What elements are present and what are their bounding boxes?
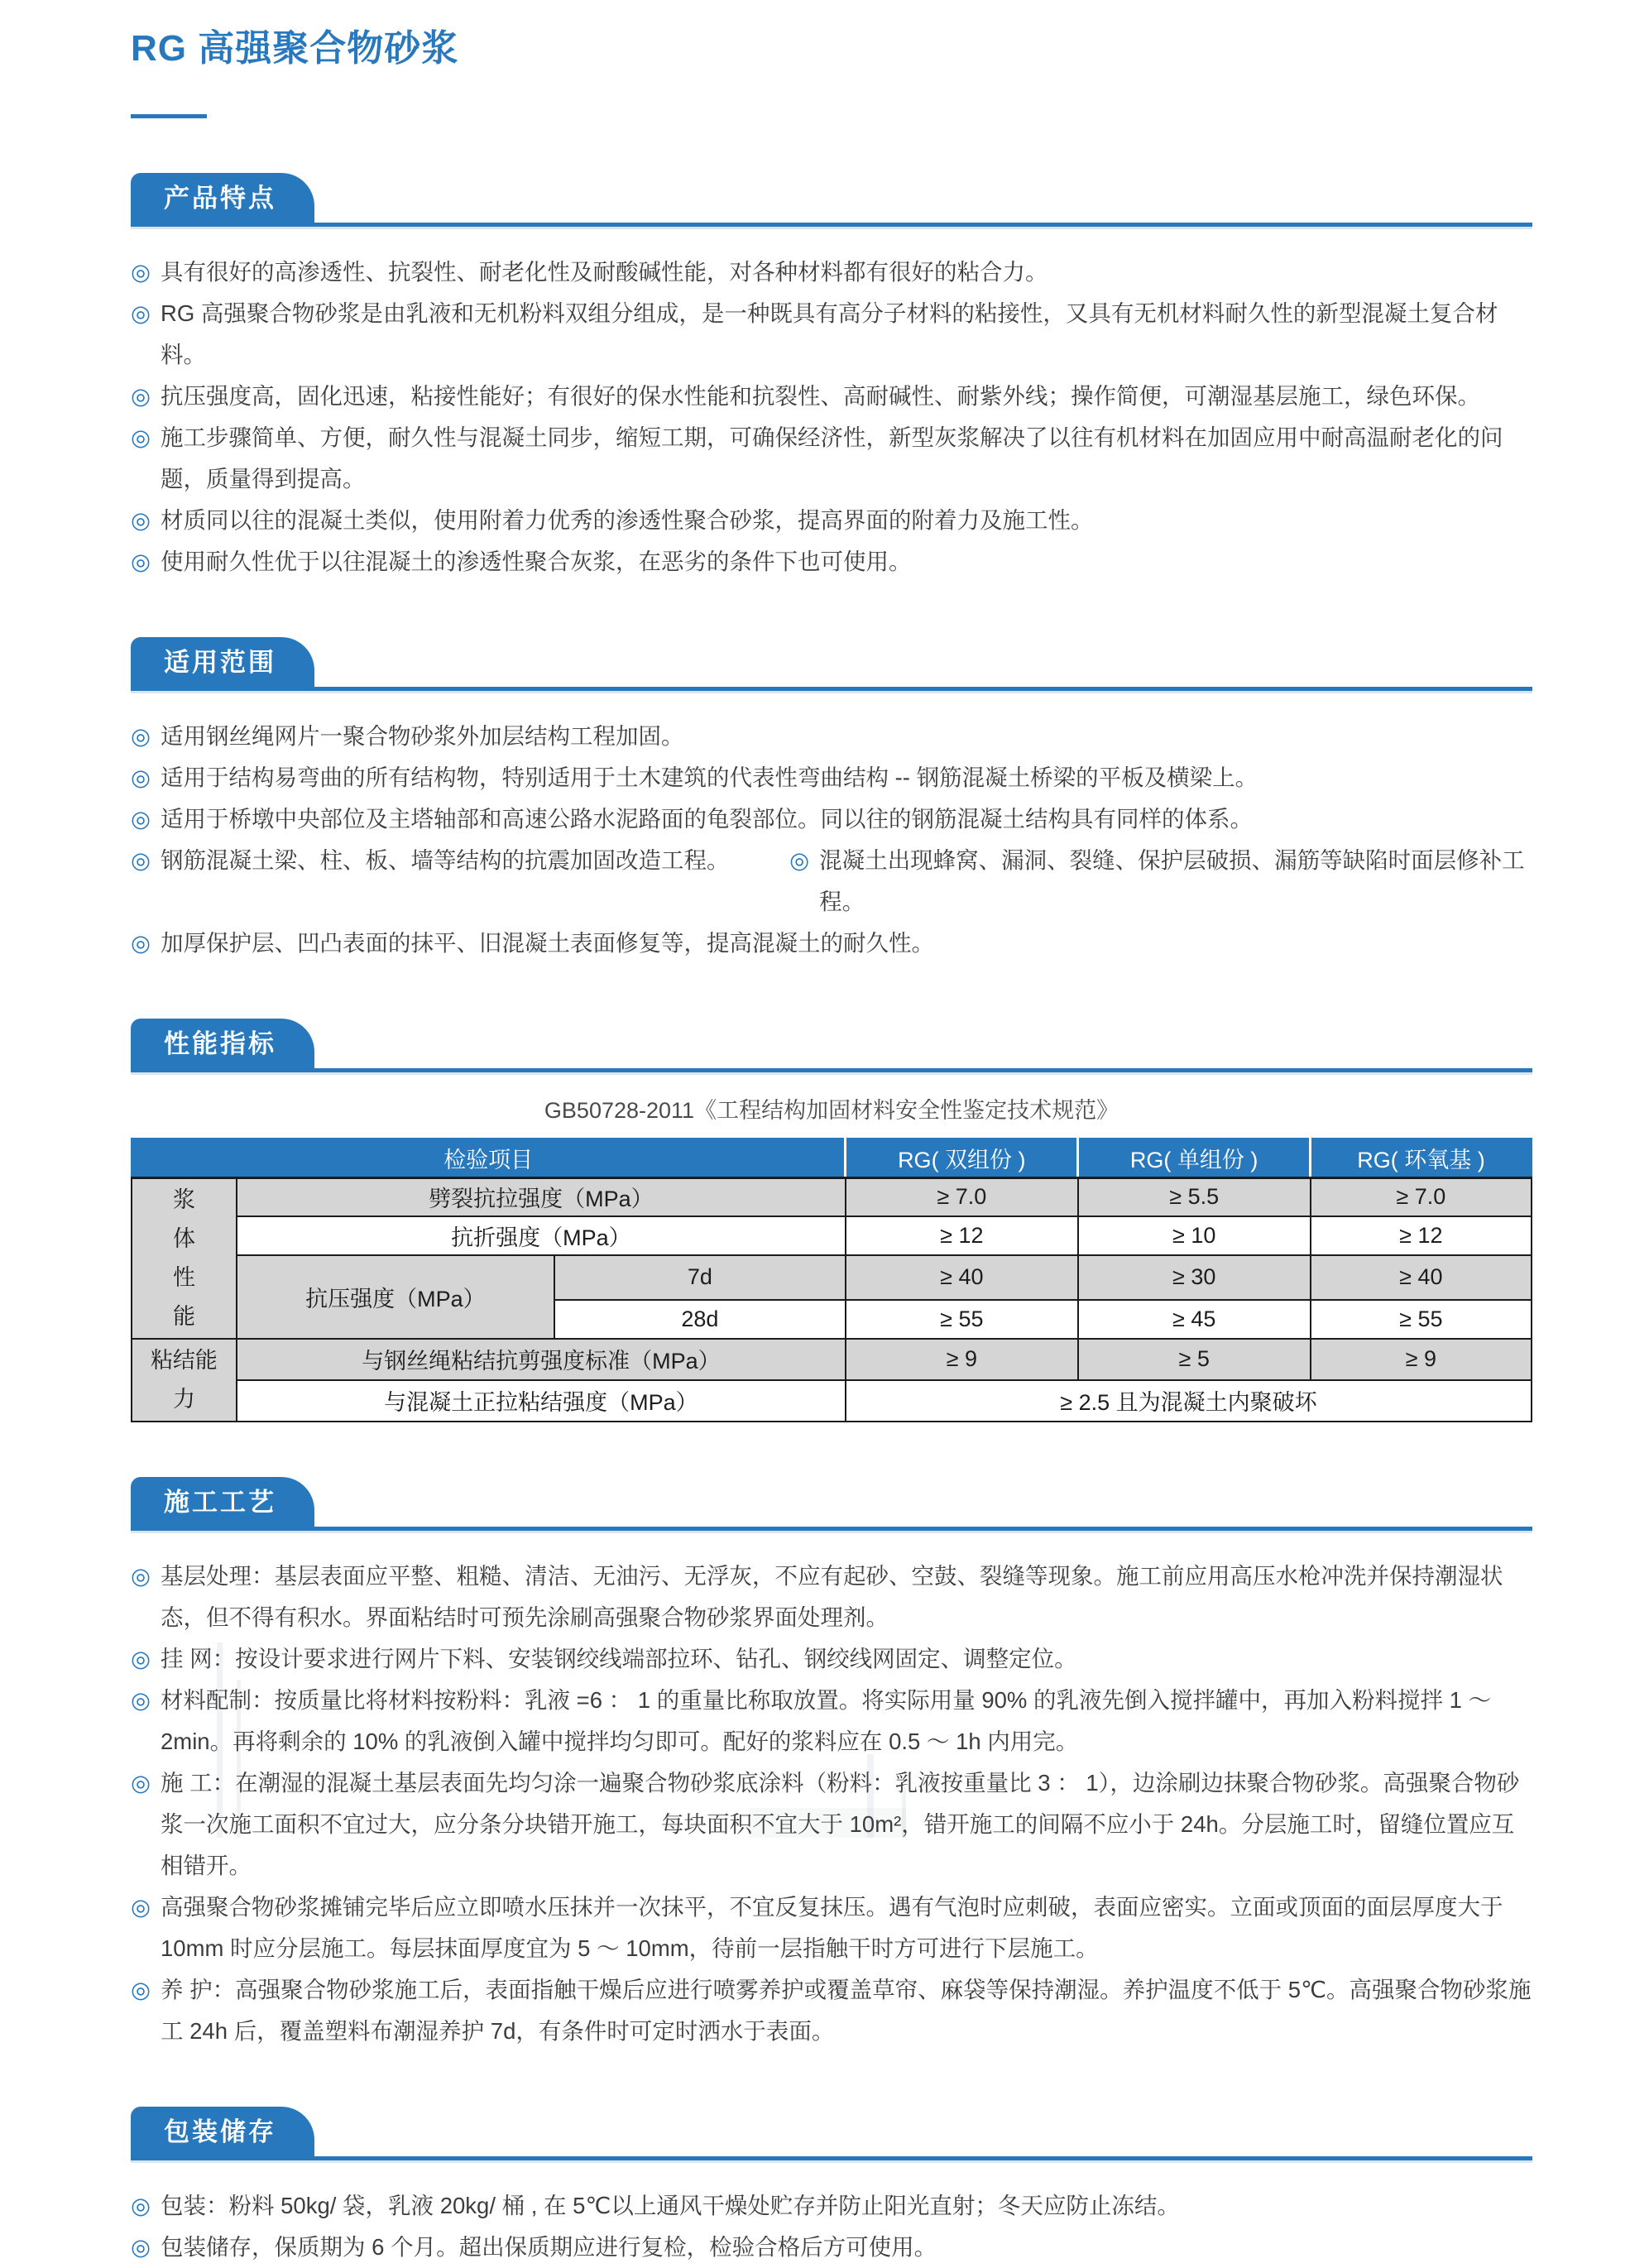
ring-bullet-icon: ◎ [789,847,810,873]
list-item: ◎ 施工步骤简单、方便，耐久性与混凝土同步，缩短工期，可确保经济性，新型灰浆解决了以往有机材料在加固应用中耐高温耐老化的问题，质量得到提高。 [131,417,1532,500]
ring-bullet-icon: ◎ [131,1562,151,1589]
table-cell-merged-value: ≥ 2.5 且为混凝土内聚破坏 [846,1380,1532,1422]
table-row [132,1216,1532,1255]
table-cell-value: ≥ 7.0 [1311,1177,1532,1216]
table-cell-item: 抗折强度（MPa） [237,1216,846,1255]
table-cell-sub: 28d [554,1300,846,1339]
section-badge-performance: 性能指标 [131,1019,314,1068]
table-caption: GB50728-2011《工程结构加固材料安全性鉴定技术规范》 [544,1098,1119,1123]
section-badge-packaging: 包装储存 [131,2107,314,2156]
row-group-label: 粘结能 力 [132,1339,237,1422]
table-cell-value: ≥ 9 [846,1339,1078,1380]
section-head-features [131,173,1532,227]
list-item: ◎ 适用钢丝绳网片一聚合物砂浆外加层结构工程加固。 [131,716,1532,757]
ring-bullet-icon: ◎ [131,2192,151,2218]
table-cell-value: ≥ 7.0 [846,1177,1078,1216]
table-cell-item: 与混凝土正拉粘结强度（MPa） [237,1380,846,1422]
list-item: ◎ 养 护：高强聚合物砂浆施工后，表面指触干燥后应进行喷雾养护或覆盖草帘、麻袋等保持潮湿。养护温度不低于 5℃。高强聚合物砂浆施工 24h 后，覆盖塑料布潮湿养护 7d，有条件时可定时洒水于表面。 [131,1969,1532,2052]
list-item: ◎ 包装：粉料 50kg/ 袋，乳液 20kg/ 桶 , 在 5℃以上通风干燥处贮存并防止阳光直射；冬天应防止冻结。 [131,2185,1532,2227]
table-row [132,1255,1532,1300]
table-cell-item: 抗压强度（MPa） [237,1255,554,1339]
column-header: RG( 双组份 ) [846,1139,1078,1177]
list-item: ◎ 加厚保护层、凹凸表面的抹平、旧混凝土表面修复等，提高混凝土的耐久性。 [131,923,1532,964]
ring-bullet-icon: ◎ [131,1769,151,1796]
list-item: ◎ 抗压强度高，固化迅速，粘接性能好；有很好的保水性能和抗裂性、高耐碱性、耐紫外线；操作简便，可潮湿基层施工，绿色环保。 [131,376,1532,417]
ring-bullet-icon: ◎ [131,300,151,326]
table-cell-value: ≥ 5.5 [1078,1177,1311,1216]
section-head-process [131,1477,1532,1531]
ring-bullet-icon: ◎ [131,1893,151,1920]
list-item: ◎ 基层处理：基层表面应平整、粗糙、清洁、无油污、无浮灰，不应有起砂、空鼓、裂缝等现象。施工前应用高压水枪冲洗并保持潮湿状态，但不得有积水。界面粘结时可预先涂刷高强聚合物砂浆界面处理剂。 [131,1556,1532,1638]
table-cell-sub: 7d [554,1255,846,1300]
table-cell-value: ≥ 5 [1078,1339,1311,1380]
ring-bullet-icon: ◎ [131,847,151,873]
column-header: RG( 环氧基 ) [1311,1139,1532,1177]
column-header: RG( 单组份 ) [1078,1139,1311,1177]
row-group-label: 浆 体 性 能 [132,1177,237,1339]
page-title: RG 高强聚合物砂浆 [131,28,459,69]
scope-list [131,716,1532,964]
list-item: ◎ 适用于结构易弯曲的所有结构物，特别适用于土木建筑的代表性弯曲结构 -- 钢筋混凝土桥梁的平板及横梁上。 [131,757,1532,798]
section-head-packaging [131,2107,1532,2160]
section-badge-features: 产品特点 [131,173,314,223]
table-cell-value: ≥ 10 [1078,1216,1311,1255]
list-item: ◎ 材质同以往的混凝土类似，使用附着力优秀的渗透性聚合砂浆，提高界面的附着力及施工性。 [131,500,1532,541]
list-item: ◎ 施 工：在潮湿的混凝土基层表面先均匀涂一遍聚合物砂浆底涂料（粉料：乳液按重量比 3 ： 1），边涂刷边抹聚合物砂浆。高强聚合物砂浆一次施工面积不宜过大，应分条分块错开施工，每块面积不宜大于 10m²，错开施工的间隔不应小于 24h。分层施工时，留缝位置应互相错开。 [131,1762,1532,1887]
performance-table [131,1138,1532,1422]
ring-bullet-icon: ◎ [131,549,151,574]
list-item: ◎ 高强聚合物砂浆摊铺完毕后应立即喷水压抹并一次抹平，不宜反复抹压。遇有气泡时应刺破，表面应密实。立面或顶面的面层厚度大于 10mm 时应分层施工。每层抹面厚度宜为 5 ～ 10mm，待前一层指触干时方可进行下层施工。 [131,1887,1532,1969]
process-list [131,1556,1532,2052]
table-row [132,1177,1532,1216]
ring-bullet-icon: ◎ [131,765,151,790]
table-cell-value: ≥ 40 [1311,1255,1532,1300]
table-cell-value: ≥ 45 [1078,1300,1311,1339]
features-list [131,252,1532,583]
packaging-list [131,2185,1532,2268]
title-underline [131,114,207,118]
ring-bullet-icon: ◎ [131,1645,151,1671]
ring-bullet-icon: ◎ [131,383,151,409]
ring-bullet-icon: ◎ [131,723,151,749]
list-item: ◎ 使用耐久性优于以往混凝土的渗透性聚合灰浆，在恶劣的条件下也可使用。 [131,541,1532,583]
list-item: ◎ RG 高强聚合物砂浆是由乳液和无机粉料双组分组成，是一种既具有高分子材料的粘接性，又具有无机材料耐久性的新型混凝土复合材料。 [131,293,1532,376]
table-cell-value: ≥ 12 [1311,1216,1532,1255]
ring-bullet-icon: ◎ [131,424,151,450]
table-row [132,1339,1532,1380]
ring-bullet-icon: ◎ [131,806,151,832]
table-cell-value: ≥ 55 [846,1300,1078,1339]
section-head-scope [131,637,1532,691]
list-item: ◎ 材料配制：按质量比将材料按粉料：乳液 =6 ： 1 的重量比称取放置。将实际用量 90% 的乳液先倒入搅拌罐中，再加入粉料搅拌 1 ～ 2min。再将剩余的 10% 的乳液倒入罐中搅拌均匀即可。配好的浆料应在 0.5 ～ 1h 内用完。 [131,1680,1532,1762]
ring-bullet-icon: ◎ [131,259,151,285]
column-header: 检验项目 [132,1139,846,1177]
ring-bullet-icon: ◎ [131,2233,151,2260]
section-badge-scope: 适用范围 [131,637,314,687]
table-cell-item: 劈裂抗拉强度（MPa） [237,1177,846,1216]
table-cell-value: ≥ 55 [1311,1300,1532,1339]
list-item: ◎ 包装储存，保质期为 6 个月。超出保质期应进行复检，检验合格后方可使用。 [131,2227,1532,2268]
ring-bullet-icon: ◎ [131,1686,151,1713]
table-header-row [132,1139,1532,1177]
ring-bullet-icon: ◎ [131,930,151,956]
table-cell-value: ≥ 30 [1078,1255,1311,1300]
list-item-double: ◎ 钢筋混凝土梁、柱、板、墙等结构的抗震加固改造工程。 ◎ 混凝土出现蜂窝、漏洞、裂缝、保护层破损、漏筋等缺陷时面层修补工程。 [131,840,1532,923]
table-cell-value: ≥ 12 [846,1216,1078,1255]
section-head-performance [131,1019,1532,1072]
table-cell-value: ≥ 40 [846,1255,1078,1300]
list-item: ◎ 具有很好的高渗透性、抗裂性、耐老化性及耐酸碱性能，对各种材料都有很好的粘合力。 [131,252,1532,293]
list-item: ◎ 挂 网：按设计要求进行网片下料、安装钢绞线端部拉环、钻孔、钢绞线网固定、调整定位。 [131,1638,1532,1680]
table-cell-item: 与钢丝绳粘结抗剪强度标准（MPa） [237,1339,846,1380]
ring-bullet-icon: ◎ [131,507,151,533]
table-cell-value: ≥ 9 [1311,1339,1532,1380]
list-item: ◎ 适用于桥墩中央部位及主塔轴部和高速公路水泥路面的龟裂部位。同以往的钢筋混凝土结构具有同样的体系。 [131,798,1532,840]
table-row [132,1380,1532,1422]
section-badge-process: 施工工艺 [131,1477,314,1527]
ring-bullet-icon: ◎ [131,1976,151,2002]
